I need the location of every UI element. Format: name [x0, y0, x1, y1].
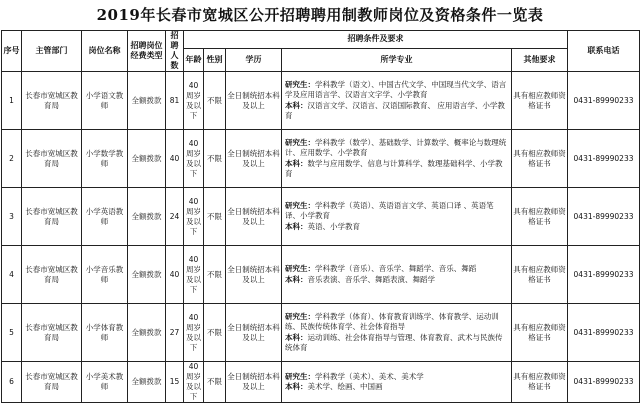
cell-major: [282, 362, 512, 403]
cell-major: [282, 246, 512, 304]
cell-count: 40: [166, 246, 184, 304]
cell-other: 具有相应教师资格证书: [512, 130, 568, 188]
table-row: [2, 246, 640, 304]
cell-age: 40周岁及以下: [184, 362, 204, 403]
cell-age: 40周岁及以下: [184, 72, 204, 130]
cell-count: 15: [166, 362, 184, 403]
cell-funding: 全额拨款: [128, 304, 166, 362]
cell-seq: 5: [2, 304, 22, 362]
cell-education: 全日制统招本科及以上: [226, 188, 282, 246]
cell-education: 全日制统招本科及以上: [226, 304, 282, 362]
cell-dept: 长春市宽城区教育局: [22, 362, 82, 403]
cell-funding: 全额拨款: [128, 246, 166, 304]
header-conditions: 招聘条件及要求: [184, 31, 568, 49]
table-row: [2, 130, 640, 188]
undergrad-majors: 英语、小学教育: [307, 221, 360, 231]
cell-dept: 长春市宽城区教育局: [22, 188, 82, 246]
table-row: [2, 72, 640, 130]
cell-post: 小学数学教师: [82, 130, 128, 188]
header-major: 所学专业: [282, 48, 512, 71]
cell-post: 小学美术教师: [82, 362, 128, 403]
cell-funding: 全额拨款: [128, 362, 166, 403]
cell-count: 24: [166, 188, 184, 246]
header-gender: 性别: [204, 48, 226, 71]
grad-label: 研究生：: [285, 137, 315, 147]
cell-gender: 不限: [204, 304, 226, 362]
table-row: [2, 188, 640, 246]
grad-label: 研究生：: [285, 79, 315, 89]
cell-education: 全日制统招本科及以上: [226, 130, 282, 188]
cell-age: 40周岁及以下: [184, 304, 204, 362]
undergrad-label: 本科：: [285, 158, 308, 168]
cell-post: 小学音乐教师: [82, 246, 128, 304]
cell-gender: 不限: [204, 246, 226, 304]
cell-other: 具有相应教师资格证书: [512, 246, 568, 304]
cell-post: 小学英语教师: [82, 188, 128, 246]
grad-majors: 学科教学（体育）、体育教育训练学、体育教学、运动训练、民族传统体育学、社会体育指导: [285, 311, 499, 331]
grad-majors: 学科教学（语文）、中国古代文学、中国现当代文学、语言学及应用语言学、汉语言文字学、小学教育: [285, 79, 507, 99]
cell-gender: 不限: [204, 72, 226, 130]
cell-post: 小学体育教师: [82, 304, 128, 362]
cell-other: 具有相应教师资格证书: [512, 304, 568, 362]
cell-count: 81: [166, 72, 184, 130]
cell-phone: 0431-89990233: [568, 72, 640, 130]
grad-majors: 学科教学（美术）、美术、美术学: [315, 371, 424, 381]
cell-age: 40周岁及以下: [184, 246, 204, 304]
grad-majors: 学科教学（数学）、基础数学、计算数学、概率论与数理统计、应用数学、小学教育: [285, 137, 507, 157]
cell-dept: 长春市宽城区教育局: [22, 304, 82, 362]
grad-label: 研究生：: [285, 200, 315, 210]
cell-age: 40周岁及以下: [184, 130, 204, 188]
cell-dept: 长春市宽城区教育局: [22, 72, 82, 130]
header-post: 岗位名称: [82, 31, 128, 72]
cell-phone: 0431-89990233: [568, 304, 640, 362]
cell-major: [282, 130, 512, 188]
cell-gender: 不限: [204, 188, 226, 246]
cell-seq: 4: [2, 246, 22, 304]
cell-age: 40周岁及以下: [184, 188, 204, 246]
grad-majors: 学科教学（英语）、英语语言文学、英语口译 、英语笔译、小学教育: [285, 200, 494, 221]
recruitment-table: [1, 30, 640, 403]
table-row: [2, 362, 640, 403]
cell-phone: 0431-89990233: [568, 188, 640, 246]
cell-major: [282, 304, 512, 362]
cell-post: 小学语文教师: [82, 72, 128, 130]
cell-phone: 0431-89990233: [568, 246, 640, 304]
undergrad-label: 本科：: [285, 221, 308, 231]
undergrad-majors: 汉语言文学、汉语言、汉语国际教育、 应用语言学、小学教育: [285, 100, 505, 120]
cell-gender: 不限: [204, 130, 226, 188]
header-funding: 招聘岗位经费类型: [128, 31, 166, 72]
grad-label: 研究生：: [285, 371, 315, 381]
grad-label: 研究生：: [285, 311, 315, 321]
cell-seq: 2: [2, 130, 22, 188]
cell-count: 27: [166, 304, 184, 362]
cell-other: 具有相应教师资格证书: [512, 362, 568, 403]
cell-education: 全日制统招本科及以上: [226, 72, 282, 130]
cell-funding: 全额拨款: [128, 130, 166, 188]
header-seq: 序号: [2, 31, 22, 72]
cell-major: [282, 72, 512, 130]
header-other: 其他要求: [512, 48, 568, 71]
header-age: 年龄: [184, 48, 204, 71]
cell-seq: 3: [2, 188, 22, 246]
cell-dept: 长春市宽城区教育局: [22, 246, 82, 304]
grad-label: 研究生：: [285, 264, 315, 273]
grad-majors: 学科教学（音乐）、音乐学、舞蹈学、音乐、舞蹈: [315, 264, 477, 273]
undergrad-majors: 运动训练、社会体育指导与管理、体育教育、武术与民族传统体育: [285, 332, 503, 352]
cell-phone: 0431-89990233: [568, 130, 640, 188]
undergrad-majors: 美术学、绘画、中国画: [307, 382, 383, 391]
cell-education: 全日制统招本科及以上: [226, 246, 282, 304]
cell-other: 具有相应教师资格证书: [512, 188, 568, 246]
cell-gender: 不限: [204, 362, 226, 403]
undergrad-label: 本科：: [285, 100, 308, 110]
undergrad-label: 本科：: [285, 382, 308, 391]
cell-count: 40: [166, 130, 184, 188]
cell-funding: 全额拨款: [128, 72, 166, 130]
cell-phone: 0431-89990233: [568, 362, 640, 403]
header-count: 招聘人数: [166, 31, 184, 72]
page-title: 2019年长春市宽城区公开招聘聘用制教师岗位及资格条件一览表: [96, 6, 544, 24]
cell-funding: 全额拨款: [128, 188, 166, 246]
header-education: 学历: [226, 48, 282, 71]
cell-education: 全日制统招本科及以上: [226, 362, 282, 403]
undergrad-majors: 音乐表演、音乐学、舞蹈表演、舞蹈学: [307, 274, 435, 284]
header-dept: 主管部门: [22, 31, 82, 72]
undergrad-majors: 数学与应用数学、信息与计算科学、数理基础科学、小学教育: [285, 158, 503, 178]
undergrad-label: 本科：: [285, 332, 308, 342]
cell-seq: 1: [2, 72, 22, 130]
undergrad-label: 本科：: [285, 274, 308, 284]
cell-other: 具有相应教师资格证书: [512, 72, 568, 130]
cell-major: [282, 188, 512, 246]
cell-seq: 6: [2, 362, 22, 403]
table-row: [2, 304, 640, 362]
header-phone: 联系电话: [568, 31, 640, 72]
cell-dept: 长春市宽城区教育局: [22, 130, 82, 188]
